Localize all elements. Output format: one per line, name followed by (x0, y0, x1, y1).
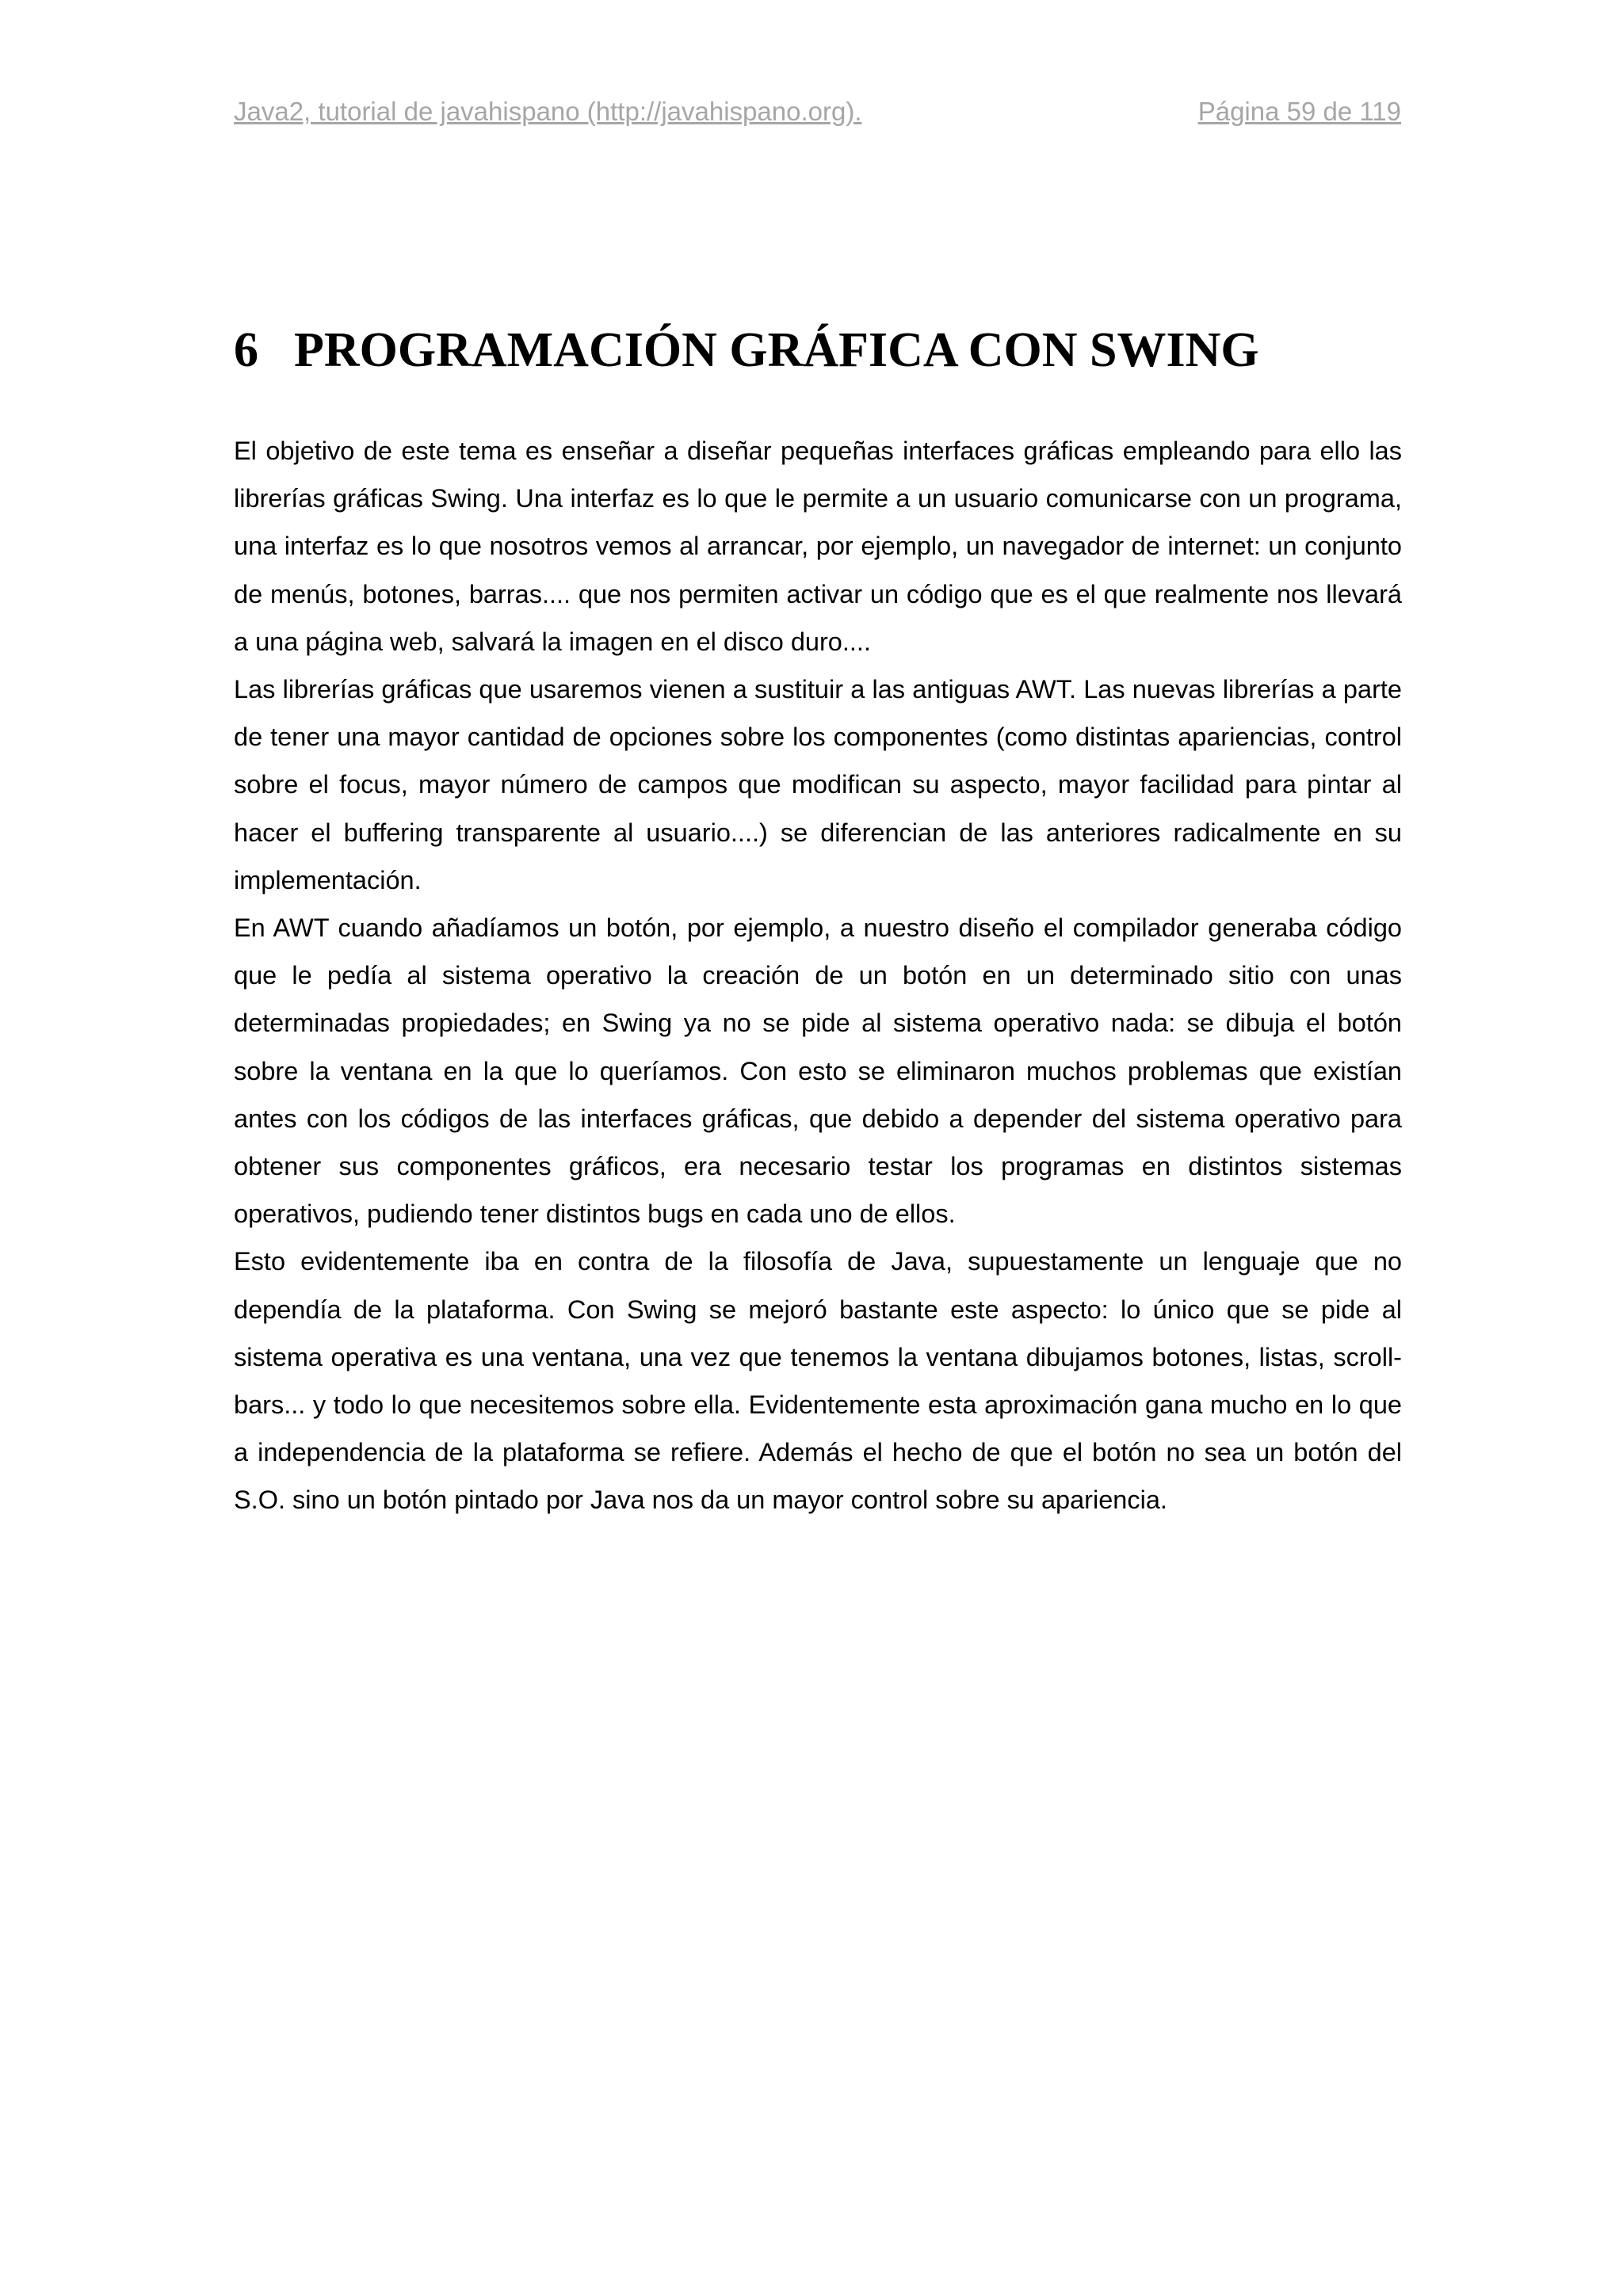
header-source-link[interactable]: Java2, tutorial de javahispano (http://javahispano.org). (234, 97, 862, 126)
paragraph-awt-implementation: En AWT cuando añadíamos un botón, por ejemplo, a nuestro diseño el compilador generaba código que le pedía al sistema operativo la creación de un botón en un determinado sitio con unas determinadas propiedades; en Swing ya no se pide al sistema operativo nada: se dibuja el botón sobre la ventana en la que lo queríamos. Con esto se eliminaron muchos problemas que existían antes con los códigos de las interfaces gráficas, que debido a depender del sistema operativo para obtener sus componentes gráficos, era necesario testar los programas en distintos sistemas operativos, pudiendo tener distintos bugs en cada uno de ellos. (234, 913, 1402, 1229)
running-header (234, 97, 1401, 133)
paragraph-swing-vs-awt: Las librerías gráficas que usaremos vienen a sustituir a las antiguas AWT. Las nuevas librerías a parte de tener una mayor cantidad de opciones sobre los componentes (como distintas apariencias, control sobre el focus, mayor número de campos que modifican su aspecto, mayor facilidad para pintar al hacer el buffering transparente al usuario....) se diferencian de las anteriores radicalmente en su implementación. (234, 675, 1402, 894)
chapter-number: 6 (234, 323, 258, 377)
paragraph-platform-independence: Esto evidentemente iba en contra de la filosofía de Java, supuestamente un lenguaje que no dependía de la plataforma. Con Swing se mejoró bastante este aspecto: lo único que se pide al sistema operativa es una ventana, una vez que tenemos la ventana dibujamos botones, listas, scroll-bars... y todo lo que necesitemos sobre ella. Evidentemente esta aproximación gana mucho en lo que a independencia de la plataforma se refiere. Además el hecho de que el botón no sea un botón del S.O. sino un botón pintado por Java nos da un mayor control sobre su apariencia. (234, 1247, 1402, 1515)
chapter-heading (234, 318, 1259, 382)
header-page-number: Página 59 de 119 (1197, 97, 1401, 126)
chapter-title: PROGRAMACIÓN GRÁFICA CON SWING (294, 323, 1259, 377)
paragraph-intro: El objetivo de este tema es enseñar a diseñar pequeñas interfaces gráficas empleando para ello las librerías gráficas Swing. Una interfaz es lo que le permite a un usuario comunicarse con un programa, una interfaz es lo que nosotros vemos al arrancar, por ejemplo, un navegador de internet: un conjunto de menús, botones, barras.... que nos permiten activar un código que es el que realmente nos llevará a una página web, salvará la imagen en el disco duro.... (234, 437, 1402, 656)
body-text (234, 427, 1402, 1524)
